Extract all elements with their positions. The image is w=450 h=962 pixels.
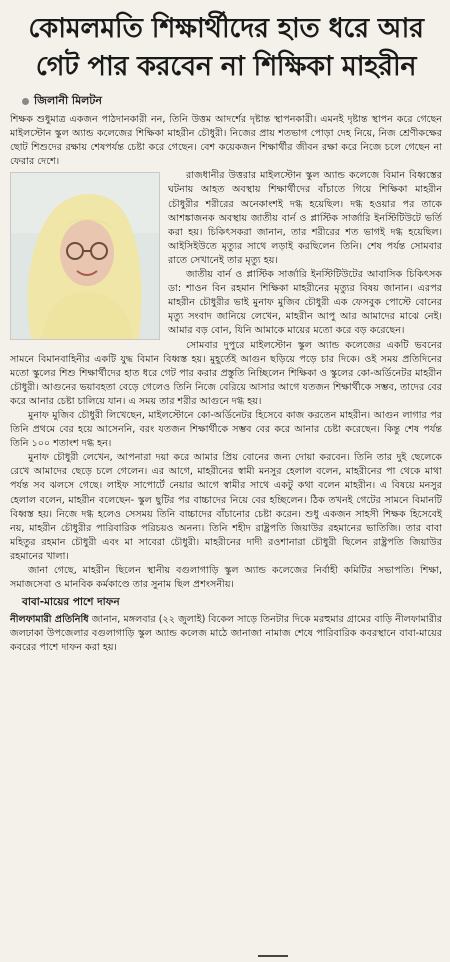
paragraph-4: সোমবার দুপুরে মাইলস্টোন স্কুল অ্যান্ড কলেজের একটি ভবনের সামনে বিমানবাহিনীর একটি যুদ্ধ বিমান বিধ্বস্ত হয়। মুহূর্তেই আগুন ছড়িয়ে পড়ে চার দিকে। ওই সময় প্রতিদিনের মতো স্কুলের শিশু শিক্ষার্থীদের হাত ধরে গেট পার করার প্রস্তুতি নিচ্ছিলেন শিক্ষিকা ও স্কুলের কো-অর্ডিনেটর মাহরীন চৌধুরী। আগুনের ভয়াবহতা বেড়ে গেলেও তিনি নিজে বেরিয়ে আসার আগে যতজন শিক্ষার্থীকে সম্ভব, তাদের বের করে আনার চেষ্টা চালিয়ে যান। এ সময় তার শরীর আগুনে দগ্ধ হয়। (10, 339, 442, 407)
byline-author: জিলানী মিলটন (34, 94, 102, 107)
final-text: জানান, মঙ্গলবার (২২ জুলাই) বিকেল সাড়ে তিনটার দিকে মরহুমার গ্রামের বাড়ি নীলফামারীর জলঢাকা উপজেলার বগুলাগাড়ি স্কুল অ্যান্ড কলেজ মাঠে জানাজা নামাজ শেষে পারিবারিক কবরস্থানে বাবা-মায়ের কবরের পাশে দাফন করা হয়। (10, 614, 442, 654)
paragraph-6: মুনাফ চৌধুরী লেখেন, আপনারা দয়া করে আমার প্রিয় বোনের জন্য দোয়া করবেন। তিনি তার দুই ছেলেকে রেখে আমাদের ছেড়ে চলে গেলেন। এর আগে, মাহরীনের স্বামী মনসুর হেলাল বলেন, মাহরীনের পা থেকে মাথা পর্যন্ত সব ঝলসে গেছে। লাইফ সাপোর্টে নেয়ার আগে স্বামীর সাথে একটু কথা বলেন মাহরীন। এ বিষয়ে মনসুর হেলাল বলেন, মাহরীন বলেছেন- স্কুল ছুটির পর বাচ্চাদের নিয়ে বের হচ্ছিলেন। ঠিক তখনই গেটের সামনে বিমানটি বিধ্বস্ত হয়। নিজে দগ্ধ হলেও সেসময় তিনি বাচ্চাদের বাঁচানোর চেষ্টা করেন। শুধু একজন সাহসী শিক্ষক হিসেবেই নয়, মাহরীন চৌধুরীর পারিবারিক পরিচয়ও অনন্য। তিনি শহীদ রাষ্ট্রপতি জিয়াউর রহমানের ভাতিজি। তার বাবা মহিতুর রহমান চৌধুরী এবং মা সাবেরা চৌধুরী। মাহরীনের দাদী রওশানারা চৌধুরী ছিলেন রাষ্ট্রপতি জিয়াউর রহমানের খালা। (10, 452, 442, 562)
headline-line-2: গেট পার করবেন না শিক্ষিকা মাহরীন (35, 51, 417, 82)
final-section (10, 613, 442, 655)
paragraph-3: জাতীয় বার্ন ও প্লাস্টিক সার্জারি ইনস্টিটিউটের আবাসিক চিকিৎসক ডা: শাওন বিন রহমান শিক্ষিকা মাহরীনের মৃত্যুর বিষয় জানান। এরপর মাহরীন চৌধুরীর ভাই মুনাফ মুজিব চৌধুরী এক ফেসবুক পোস্টে বোনের মৃত্যু সংবাদ জানিয়ে লেখেন, মাহরীন আপু আর আমাদের মাঝে নেই। আমার বড় বোন, যিনি আমাকে মায়ের মতো করে বড় করেছেন। (168, 269, 442, 337)
portrait-photo (10, 172, 160, 340)
subheading: বাবা-মায়ের পাশে দাফন (22, 596, 120, 609)
headline-line-1: কোমলমতি শিক্ষার্থীদের হাত ধরে আর (28, 13, 424, 44)
final-lead: নীলফামারী প্রতিনিধি (10, 614, 89, 626)
final-paragraph (10, 613, 442, 655)
article-body (10, 113, 442, 592)
byline (22, 92, 442, 111)
paragraph-5: মুনাফ মুজিব চৌধুরী লিখেছেন, মাইলস্টোনে কো-অর্ডিনেটর হিসেবে কাজ করতেন মাহরীন। আগুন লাগার পর তিনি প্রথমে বের হয়ে আসেননি, বরং যতজন শিক্ষার্থীকে সম্ভব বের করে আনার চেষ্টা করেছেন। কিন্তু শেষ পর্যন্ত তিনি ১০০ শতাংশ দগ্ধ হন। (10, 409, 442, 450)
page-edge-mark (258, 955, 288, 961)
paragraph-2: রাজধানীর উত্তরার মাইলস্টোন স্কুল অ্যান্ড কলেজে বিমান বিধ্বস্তের ঘটনায় আহত অবস্থায় শিক্ষার্থীদের বাঁচাতে গিয়ে শিক্ষিকা মাহরীন চৌধুরীর শরীরের অনেকাংশই দগ্ধ হয়েছিল। দগ্ধ হওয়ার পর তাকে আশঙ্কাজনক অবস্থায় জাতীয় বার্ন ও প্লাস্টিক সার্জারি ইনস্টিটিউটে ভর্তি করা হয়। চিকিৎসকরা জানান, তার শরীরের শত ভাগই দগ্ধ হয়েছিল। আইসিইউতে মৃত্যুর সাথে লড়াই করছিলেন তিনি। শেষ পর্যন্ত সোমবার রাতে সেখানেই তার মৃত্যু হয়। (168, 170, 442, 266)
bullet-icon (22, 98, 29, 105)
paragraph-1: শিক্ষক শুধুমাত্র একজন পাঠদানকারী নন, তিনি উত্তম আদর্শের দৃষ্টান্ত স্থাপনকারী। এমনই দৃষ্টান্ত স্থাপন করে গেছেন মাইলস্টোন স্কুল অ্যান্ড কলেজের শিক্ষিকা মাহরীন চৌধুরী। নিজের প্রায় শতভাগ পোড়া দেহ নিয়ে, নিজ শ্রেণীকক্ষের ছোট শিশুদের রক্ষায় শেষপর্যন্ত চেষ্টা করে গেছেন। বেশ কয়েকজন শিক্ষার্থীর জীবন রক্ষা করে নিজে চলে গেছেন না ফেরার দেশে। (10, 114, 442, 168)
paragraph-7: জানা গেছে, মাহরীন ছিলেন স্থানীয় বগুলাগাড়ি স্কুল অ্যান্ড কলেজের নির্বাহী কমিটির সভাপতি। শিক্ষা, সমাজসেবা ও মানবিক কর্মকাণ্ডে তার সুনাম ছিল প্রশংসনীয়। (10, 565, 442, 591)
portrait-illustration (11, 173, 159, 339)
headline (10, 10, 442, 86)
